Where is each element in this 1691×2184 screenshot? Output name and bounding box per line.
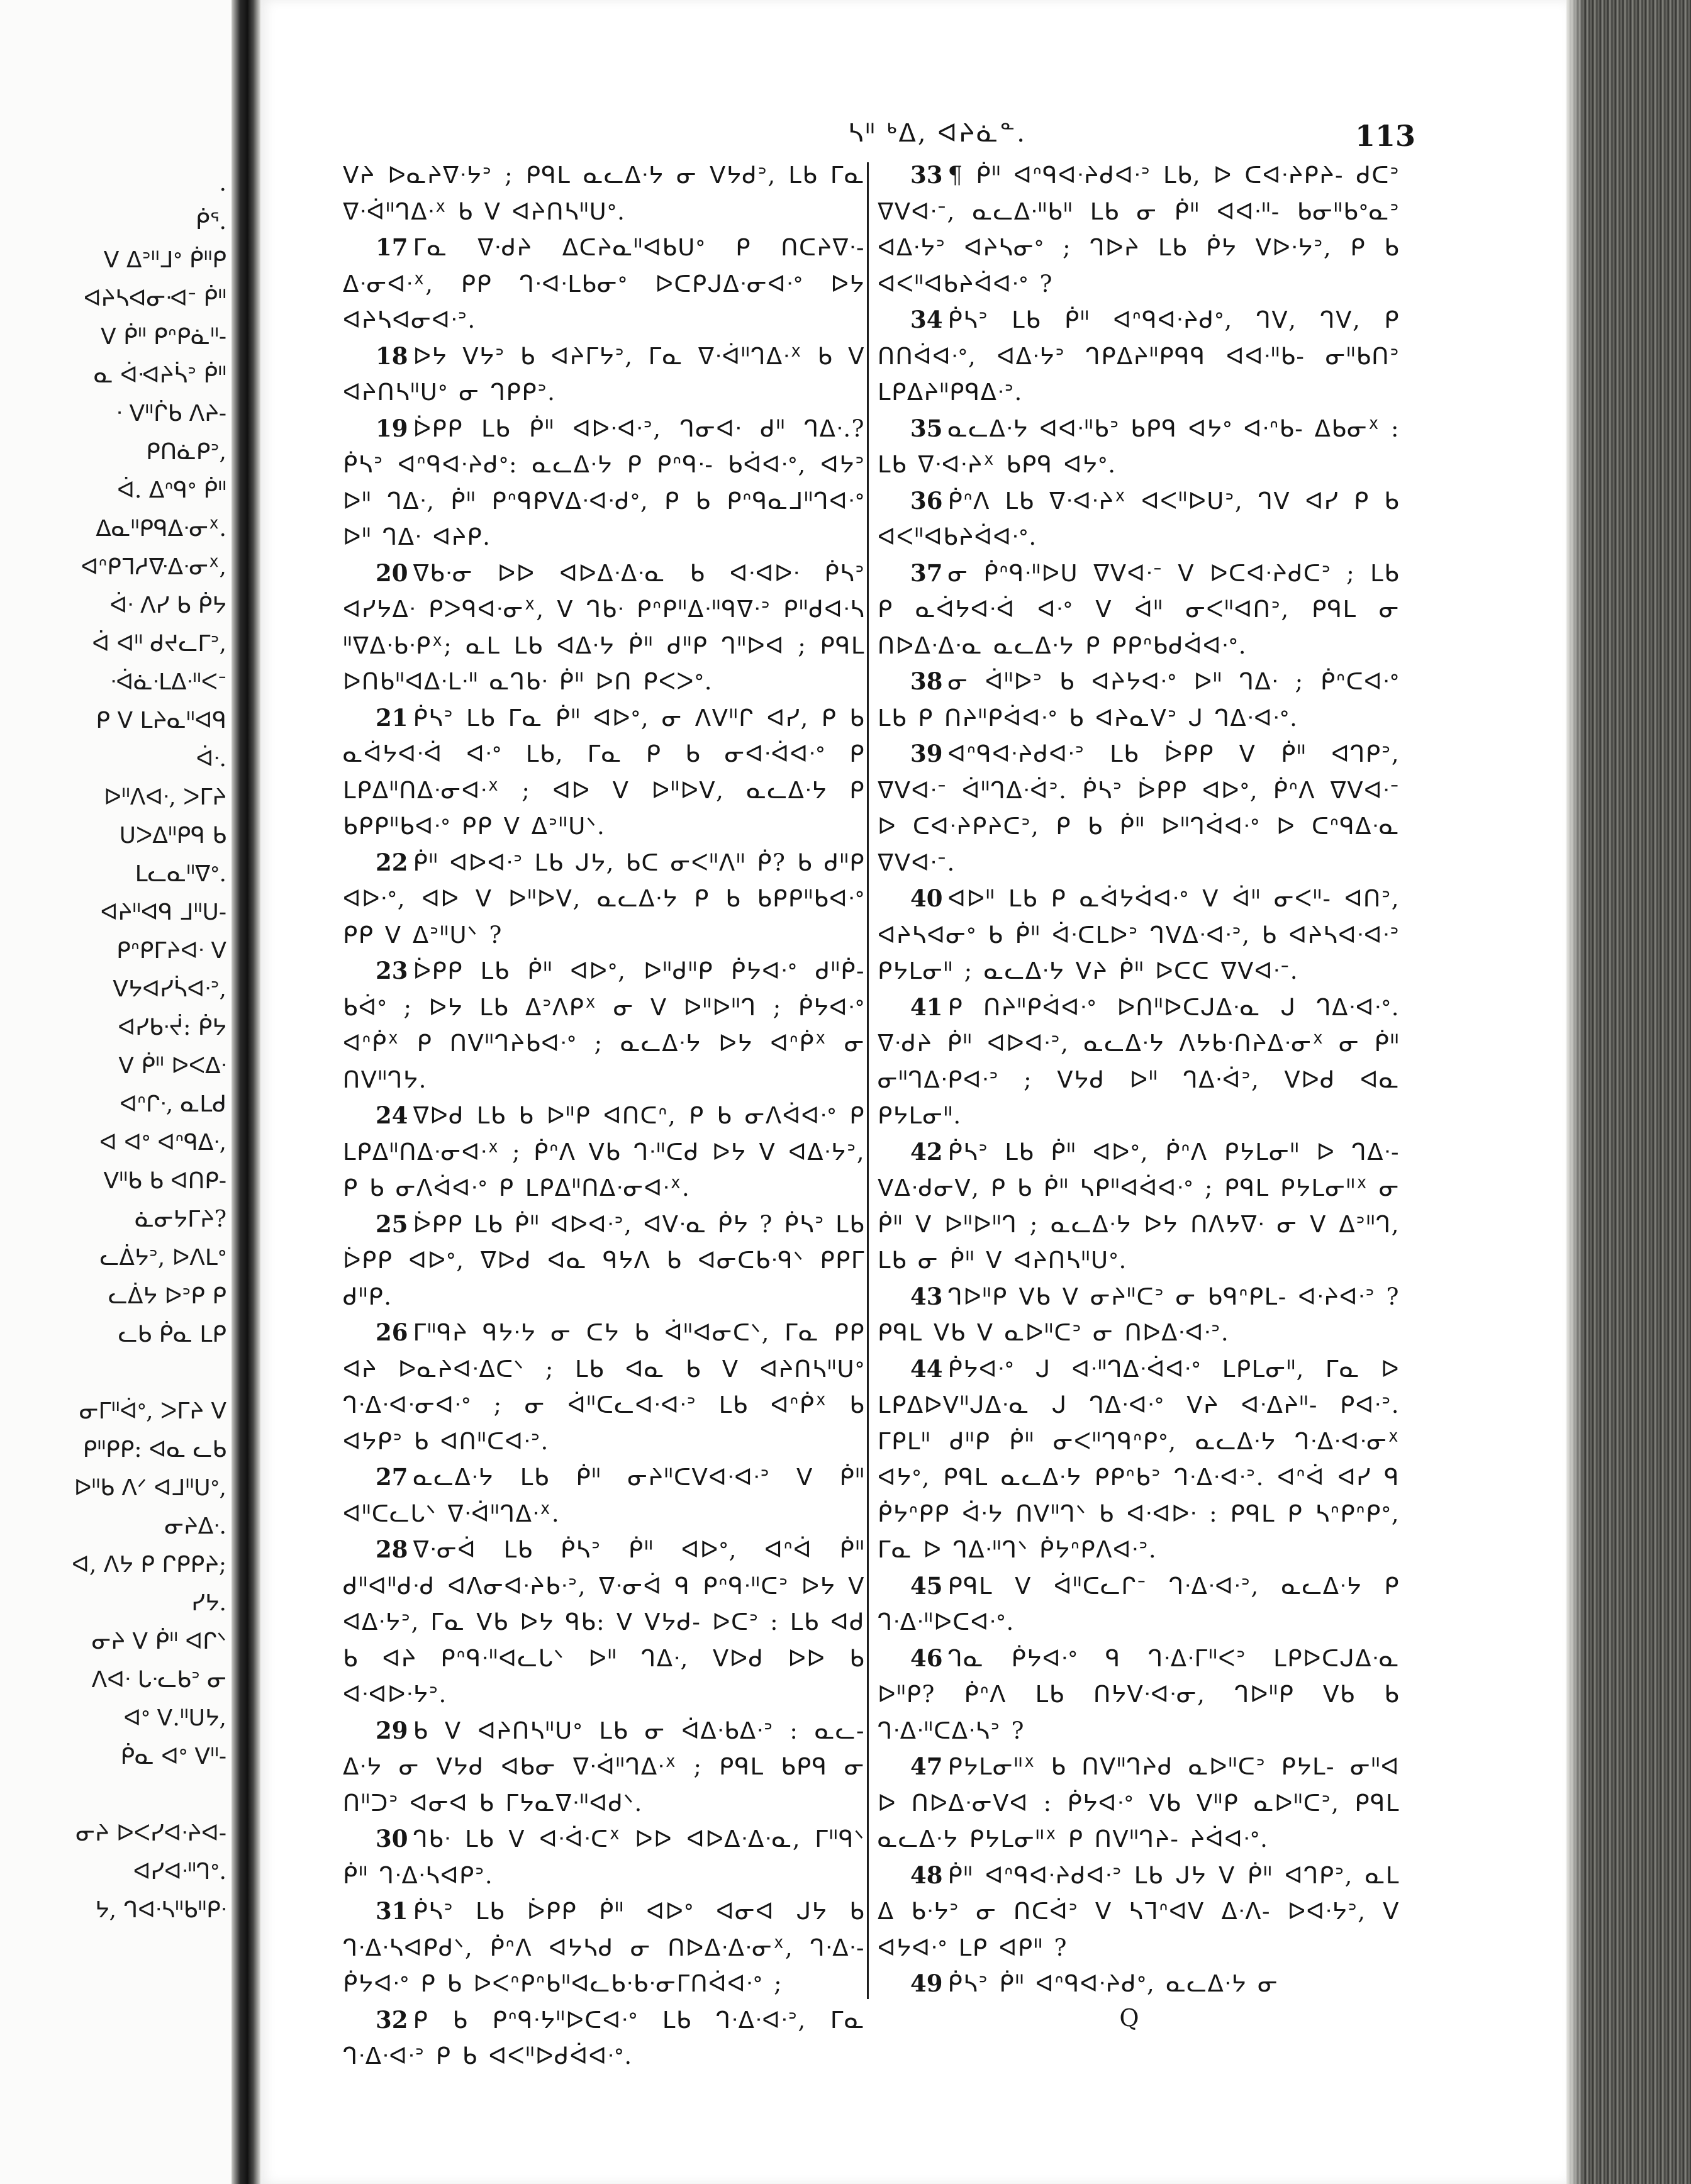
verse: [878, 1568, 1400, 1641]
previous-page-line: ᓚᐄᔭ ᐅᐣᑭ ᑭ: [108, 1283, 226, 1309]
verse: [878, 555, 1400, 664]
verse-text: ᑮᓴᐣ ᒪᑲ ᑮᐦ ᐊᐢᑫᐊᐧᔨᑯᐤ, ᒉᐯ, ᒉᐯ, ᑭ ᑎᑎᐋᐊᐧᐤ, ᐊᐃᐧᔭᐣ ᒉᑭᐃᔨᐦᑭᑫᑫ ᐊᐊᐧᐦᑲ- ᓂᐦᑲᑎᐣ ᒪᑭᐃᔨᐦᑭᑫᐃᐧᐣ.: [878, 306, 1400, 406]
verse-text: ᑮᓴᐣ ᒪᑲ ᐆᑭᑭ ᑮᐦ ᐊᐅᐤ ᐊᓂᐊ ᒍᔭ ᑲ ᒉᐧᐃᐧᓴᐊᑭᑯᐠ, ᑮᐢᐱ ᐊᔭᓴᑯ ᓂ ᑎᐅᐃᐧᐃᐧᓂᕽ, ᒉᐧᐃᐧ- ᑮᔭᐊᐧᐤ ᑭ ᑲ ᐅᐸᐢᑭᐢᑲᐦᐊᓚᑲᐧᑲᐧᓂᒥᑎᐋᐊᐧᐤ ;: [343, 1898, 865, 1997]
verse-number: 25: [376, 1210, 408, 1238]
verse-number: 23: [376, 957, 408, 984]
verse: [343, 2002, 865, 2075]
verse-text: ᐆᑭᑭ ᒪᑲ ᑮᐦ ᐊᐅᐤ, ᐅᐦᑯᐦᑭ ᑮᔭᐊᐧᐤ ᑯᐦᑮ- ᑲᐋᐤ ; ᐅᔭ ᒪᑲ ᐃᐣᐱᑭᕽ ᓂ ᐯ ᐅᐦᐅᐦᒉ ; ᑮᔭᐊᐧᐤ ᐊᐢᑮᕽ ᑭ ᑎᐯᐦᒉᔨᑲᐊᐧᐤ ; ᓇᓚᐃᐧᔭ ᐅᔭ ᐊᐢᑮᕽ ᓂ ᑎᐯᐦᒉᔭ.: [343, 957, 865, 1093]
verse-number: 44: [910, 1354, 943, 1383]
verse-number: 30: [376, 1825, 408, 1852]
verse-text: ᓇᓚᐃᐧᔭ ᒪᑲ ᑮᐦ ᓂᔨᐦᑕᐯᐊᐧᐊᐧᐣ ᐯ ᑮᐦ ᐊᐦᑕᓚᒐᐠ ᐁᐧᐋᐦᒉᐃᐧᕽ.: [343, 1464, 865, 1527]
verse: [878, 1134, 1400, 1279]
verse: [878, 302, 1400, 411]
verse: [878, 1641, 1400, 1749]
verse-number: 36: [910, 486, 943, 515]
verse-text: ᓂ ᑮᐢᑫᐧᐦᐅᑌ ᐁᐯᐊᐧᐨ ᐯ ᐅᑕᐊᐧᔨᑯᑕᐣ ; ᒪᑲ ᑭ ᓇᐋᔭᐊᐧᐋ ᐊᐧᐤ ᐯ ᐋᐦ ᓂᐸᐦᐊᑎᐣ, ᑭᑫᒪ ᓂ ᑎᐅᐃᐧᐃᐧᓇ ᓇᓚᐃᐧᔭ ᑭ ᑭᑭᐢᑲᑯᐋᐊᐧᐤ.: [878, 559, 1400, 659]
verse: [343, 1459, 865, 1532]
verse-text: ᑲ ᐯ ᐊᔨᑎᓴᐦᑌᐤ ᒪᑲ ᓂ ᐋᐃᐧᑲᐃᐧᐣ : ᓇᓚ- ᐃᐧᔭ ᓂ ᐯᔭᑯ ᐊᑲᓂ ᐁᐧᐋᐦᒉᐃᐧᕽ ; ᑭᑫᒪ ᑲᑭᑫ ᓂ ᑎᐦᑐᐣ ᐊᓂᐊ ᑲ ᒥᔭᓇᐁᐧᐦᐊᑯᐠ.: [343, 1717, 865, 1817]
verse-text: ᐯᔨ ᐅᓇᔨᐁᐧᔭᐣ ; ᑭᑫᒪ ᓇᓚᐃᐧᔭ ᓂ ᐯᔭᑯᐣ, ᒪᑲ ᒥᓇ ᐁᐧᐋᐦᒉᐃᐧᕽ ᑲ ᐯ ᐊᔨᑎᓴᐦᑌᐤ.: [343, 162, 865, 225]
verse: [878, 881, 1400, 989]
column-divider: [867, 162, 869, 1999]
verse-number: 35: [910, 414, 943, 442]
verse: [343, 1713, 865, 1822]
verse-text: ᑭᑫᒪ ᐯ ᐋᐦᑕᓚᒋᐨ ᒉᐧᐃᐧᐊᐧᐣ, ᓇᓚᐃᐧᔭ ᑭ ᒉᐧᐃᐧᐦᐅᑕᐊᐧᐤ.: [878, 1572, 1400, 1635]
verse-text: ᐁᐅᑯ ᒪᑲ ᑲ ᐅᐦᑭ ᐊᑎᑕᐢ, ᑭ ᑲ ᓂᐱᐋᐊᐧᐤ ᑭ ᒪᑭᐃᐦᑎᐃᐧᓂᐊᐧᕽ ; ᑮᐢᐱ ᐯᑲ ᒉᐧᐦᑕᑯ ᐅᔭ ᐯ ᐊᐃᐧᔭᐣ, ᑭ ᑲ ᓂᐱᐋᐊᐧᐤ ᑭ ᒪᑭᐃᐦᑎᐃᐧᓂᐊᐧᕽ.: [343, 1102, 865, 1201]
verse: [343, 1893, 865, 2002]
verse-text: ᒉᑲᐧ ᒪᑲ ᐯ ᐊᐧᐋᐧᑕᕽ ᐅᐅ ᐊᐅᐃᐧᐃᐧᓇ, ᒥᐦᑫᐠ ᑮᐦ ᒉᐧᐃᐧᓴᐊᑭᐣ.: [343, 1825, 865, 1889]
verse-text: ᒥᐦᑫᔨ ᑫᔭᐧᔭ ᓂ ᑕᔭ ᑲ ᐋᐦᐊᓂᑕᐠ, ᒥᓇ ᑭᑭ ᐊᔨ ᐅᓇᔨᐊᐧᐃᑕᐠ ; ᒪᑲ ᐊᓇ ᑲ ᐯ ᐊᔨᑎᓴᐦᑌᐤ ᒉᐧᐃᐧᐊᐧᓂᐊᐧᐤ ; ᓂ ᐋᐦᑕᓚᐊᐧᐊᐧᐣ ᒪᑲ ᐊᐢᑮᕽ ᑲ ᐊᔭᑭᐣ ᑲ ᐊᑎᐦᑕᐊᐧᐣ.: [343, 1319, 865, 1455]
verse-number: 31: [376, 1897, 408, 1925]
previous-page-line: ᑮᓇ ᐊᐤ ᐯᐦ-: [120, 1744, 226, 1769]
verse-text: ᐊᐅᐦ ᒪᑲ ᑭ ᓇᐋᔭᐋᐊᐧᐤ ᐯ ᐋᐦ ᓂᐸᐦ- ᐊᑎᐣ, ᐊᔨᓴᐊᓂᐤ ᑲ ᑮᐦ ᐋᐧᑕᒪᐅᐣ ᒉᐯᐃᐧᐊᐧᐣ, ᑲ ᐊᔨᓴᐊᐧᐊᐧᐣ ᑭᔭᒪᓂᐦ ; ᓇᓚᐃᐧᔭ ᐯᔨ ᑮᐦ ᐅᑕᑕ ᐁᐯᐊᐧᐨ.: [878, 885, 1400, 984]
previous-page-line: ᐋ. ᐃᐢᑫᐤ ᑮᐦ: [117, 477, 226, 503]
previous-page-line: ᒪᓚᓇᐦᐁᐤ.: [135, 861, 226, 887]
verse-text: ᐆᑭᑭ ᒪᑲ ᑮᐦ ᐊᐅᐧᐊᐧᐣ, ᒉᓂᐊᐧ ᑯᐦ ᒉᐃᐧ.? ᑮᓴᐣ ᐊᐢᑫᐊᐧᔨᑯᐤ: ᓇᓚᐃᐧᔭ ᑭ ᑭᐢᑫᐧ- ᑲᐋᐊᐧᐤ, ᐊᔭᐣ ᐅᐦ ᒉᐃᐧ, ᑮᐦ ᑭᐢᑫᑭᐯᐃᐧᐊᐧᑯᐤ, ᑭ ᑲ ᑭᐢᑫᓇᒧᐦᒉᐊᐧᐤ ᐅᐦ ᒉᐃᐧ ᐊᔨᑭ.: [343, 415, 865, 550]
previous-page-line: ᑭᐢᑭᒥᔨᐊᐧ ᐯ: [116, 938, 226, 964]
verse-number: 27: [376, 1463, 408, 1491]
previous-page-line: ᐋᐧ ᐱᓯ ᑲ ᑮᔭ: [109, 593, 226, 618]
book-gutter: [232, 0, 260, 2184]
verse: [343, 700, 865, 845]
previous-page-line: .: [219, 170, 226, 196]
previous-page-line: ᐃᓇᐦᑭᑫᐃᐧᓂᕽ.: [96, 516, 226, 542]
verse-number: 29: [376, 1716, 408, 1744]
verse: [343, 157, 865, 230]
verse-number: 28: [376, 1535, 408, 1563]
verse-text: ᑭᔭᒪᓂᐦᕽ ᑲ ᑎᐯᐦᒉᔨᑯ ᓇᐅᐦᑕᐣ ᑭᔭᒪ- ᓂᐦᐊ ᐅ ᑎᐅᐃᐧᓂᐯᐊ : ᑮᔭᐊᐧᐤ ᐯᑲ ᐯᐦᑭ ᓇᐅᐦᑕᐣ, ᑭᑫᒪ ᓇᓚᐃᐧᔭ ᑭᔭᒪᓂᐦᕽ ᑭ ᑎᐯᐦᒉᔨ- ᔨᐋᐊᐧᐤ.: [878, 1753, 1400, 1852]
verse: [878, 411, 1400, 483]
previous-page-line: ᑭ ᐯ ᒪᔨᓇᐦᐊᑫ: [96, 708, 226, 733]
previous-page-line: ᐊᐢᒋᐧ, ᓇᒪᑯ: [120, 1091, 226, 1117]
verse-number: 41: [910, 993, 943, 1021]
verse-number: 39: [910, 740, 943, 767]
previous-page-line: ᐊᓯᐊᐧᐦᒉᐤ.: [133, 1859, 226, 1885]
verse: [878, 1351, 1400, 1568]
previous-page-line: ᐧᐋᓈᐧᒪᐃᐧᐦᐸᐨ: [110, 669, 226, 695]
verse-number: 22: [376, 848, 408, 876]
page-number: 113: [1354, 119, 1415, 153]
previous-page-line: ᐋᐧ.: [196, 746, 226, 772]
previous-page-line: ᑌᐳᐃᐦᑭᑫ ᑲ: [119, 823, 226, 849]
running-head: ᓴᐦ ᒃᐃ, ᐊᔨᓈᓐ.: [848, 119, 1027, 148]
verse-number: 42: [910, 1137, 943, 1166]
right-text-column: [878, 157, 1400, 2013]
previous-page-line: ᐊᔨᓴᐊᓂᐗᐨ ᑮᐦ: [83, 286, 226, 311]
previous-page-line: ᑮᕐ.: [195, 209, 226, 235]
previous-page-line: ᓚᑲ ᑮᓇ ᒪᑭ: [118, 1322, 226, 1347]
previous-page-line: ᐧ ᐯᐦᒌᑲ ᐱᔨ-: [116, 401, 226, 426]
verse-number: 40: [910, 884, 943, 912]
verse-text: ᑭ ᑲ ᑭᐢᑫᐧᔭᐦᐅᑕᐊᐧᐤ ᒪᑲ ᒉᐧᐃᐧᐊᐧᐣ, ᒥᓇ ᒉᐧᐃᐧᐊᐧᐣ ᑭ ᑲ ᐊᐸᐦᐅᑯᐋᐊᐧᐤ.: [343, 2006, 865, 2070]
verse-text: ¶ ᑮᐦ ᐊᐢᑫᐊᐧᔨᑯᐊᐧᐣ ᒪᑲ, ᐅ ᑕᐊᐧᔨᑭᔨ- ᑯᑕᐣ ᐁᐯᐊᐧᐨ, ᓇᓚᐃᐧᐦᑲᐦ ᒪᑲ ᓂ ᑮᐦ ᐊᐊᐧᐦ- ᑲᓂᐦᑲᐤᓇᐣ ᐊᐃᐧᔭᐣ ᐊᔨᓴᓂᐤ ; ᒉᐅᔨ ᒪᑲ ᑮᔭ ᐯᐅᐧᔭᐣ, ᑭ ᑲ ᐊᐸᐦᐊᑲᔨᐋᐊᐧᐤ ?: [878, 162, 1400, 298]
verse: [878, 1966, 1400, 2002]
verse: [878, 483, 1400, 555]
previous-page-line: [0, 1354, 226, 1392]
previous-page-line: ᐊᐤ ᐯ.ᐦᑌᔭ,: [123, 1705, 226, 1731]
previous-page-line: ᐊ, ᐱᔭ ᑭ ᒋᑭᑭᔨ;: [72, 1552, 226, 1578]
verse-text: ᐅᔭ ᐯᔭᐣ ᑲ ᐊᔨᒥᔭᐣ, ᒥᓇ ᐁᐧᐋᐦᒉᐃᐧᕽ ᑲ ᐯ ᐊᔨᑎᓴᐦᑌᐤ ᓂ ᒉᑭᑭᐣ.: [343, 342, 865, 406]
verse-number: 20: [376, 559, 408, 587]
previous-page-line: [0, 1776, 226, 1814]
previous-page-line: ᑭᑎᓈᑭᐣ,: [146, 439, 226, 465]
verse-text: ᑮᓴᐣ ᒪᑲ ᒥᓇ ᑮᐦ ᐊᐅᐤ, ᓂ ᐱᐯᐦᒋ ᐊᓯ, ᑭ ᑲ ᓇᐋᔭᐊᐧᐋ ᐊᐧᐤ ᒪᑲ, ᒥᓇ ᑭ ᑲ ᓂᐊᐧᐋᐊᐧᐤ ᑭ ᒪᑭᐃᐦᑎᐃᐧᓂᐊᐧᕽ ; ᐊᐅ ᐯ ᐅᐦᐅᐯ, ᓇᓚᐃᐧᔭ ᑭ ᑲᑭᑭᐦᑲᐊᐧᐤ ᑭᑭ ᐯ ᐃᐣᐦᑌᐠ.: [343, 704, 865, 840]
verse-text: ᑮᐢᐱ ᒪᑲ ᐁᐧᐊᐧᔨᕽ ᐊᐸᐦᐅᑌᐣ, ᒉᐯ ᐊᓯ ᑭ ᑲ ᐊᐸᐦᐊᑲᔨᐋᐊᐧᐤ.: [878, 487, 1400, 550]
previous-page-line: ᐊ ᐊᐤ ᐊᐢᑫᐃᐧ,: [99, 1130, 226, 1156]
previous-page-line: ᐊᐢᑭᒣᓱᐍᐃᐧᓂᕽ,: [81, 554, 226, 580]
verse: [878, 1749, 1400, 1858]
verse: [878, 989, 1400, 1134]
verse: [878, 1279, 1400, 1351]
verse-text: ᒉᐅᐦᑭ ᐯᑲ ᐯ ᓂᔨᐦᑕᐣ ᓂ ᑲᑫᐢᑭᒪ- ᐊᐧᔨᐊᐧᐣ ? ᑭᑫᒪ ᐯᑲ ᐯ ᓇᐅᐦᑕᐣ ᓂ ᑎᐅᐃᐧᐊᐧᐣ.: [878, 1283, 1400, 1346]
verse: [343, 230, 865, 338]
verse-number: 37: [910, 559, 943, 587]
verse-number: 18: [376, 342, 408, 370]
verse-text: ᓇᓚᐃᐧᔭ ᐊᐊᐧᐦᑲᐣ ᑲᑭᑫ ᐊᔭᐤ ᐊᐧᐢᑲ- ᐃᑲᓂᕽ : ᒪᑲ ᐁᐧᐊᐧᔨᕽ ᑲᑭᑫ ᐊᔭᐤ.: [878, 415, 1400, 478]
verse-text: ᐁᐧᓂᐋ ᒪᑲ ᑮᓴᐣ ᑮᐦ ᐊᐅᐤ, ᐊᐢᐋ ᑮᐦ ᑯᐦᐊᐦᑯᐧᑯ ᐊᐱᓂᐊᐧᔨᑲᐧᐣ, ᐁᐧᓂᐋ ᑫ ᑭᐢᑫᐧᐦᑕᐣ ᐅᔭ ᐯ ᐊᐃᐧᔭᐣ, ᒥᓇ ᐯᑲ ᐅᔭ ᑫᑲ: ᐯ ᐯᔭᑯ- ᐅᑕᐣ : ᒪᑲ ᐊᑯ ᑲ ᐊᔨ ᑭᐢᑫᐧᐦᐊᓚᒐᐠ ᐅᐦ ᒉᐃᐧ, ᐯᐅᑯ ᐅᐅ ᑲ ᐊᐧᐊᐅᐧᔭᐣ.: [343, 1536, 865, 1708]
previous-page-line: ᓇ ᐋᐗᔨᓵᐣ ᑮᐦ: [94, 362, 226, 388]
verse: [343, 845, 865, 954]
previous-page-line: ᓂᒥᐦᐋᐤ, ᐳᒥᔨ ᐯ: [79, 1398, 226, 1424]
verse: [878, 1858, 1400, 1966]
previous-page-line: ᓈᓂᔭᒥᔨ?: [135, 1206, 226, 1232]
verse-number: 26: [376, 1318, 408, 1346]
verse: [343, 953, 865, 1098]
verse-number: 19: [376, 414, 408, 442]
previous-page-line: ᐯᐦᑲ ᑲ ᐊᑎᑭ-: [103, 1168, 226, 1194]
previous-page-line: ᔭ, ᒉᐊᐧᓴᐦᑲᐦᑭᐧ: [95, 1897, 226, 1923]
verse-text: ᑮᓴᐣ ᑮᐦ ᐊᐢᑫᐊᐧᔨᑯᐤ, ᓇᓚᐃᐧᔭ ᓂ: [947, 1970, 1279, 1997]
verse-text: ᐊᐢᑫᐊᐧᔨᑯᐊᐧᐣ ᒪᑲ ᐆᑭᑭ ᐯ ᑮᐦ ᐊᒉᑭᐣ, ᐁᐯᐊᐧᐨ ᐋᐦᒉᐃᐧᐋᐣ. ᑮᓴᐣ ᐆᑭᑭ ᐊᐅᐤ, ᑮᐢᐱ ᐁᐯᐊᐧᐨ ᐅ ᑕᐊᐧᔨᑭᔨᑕᐣ, ᑭ ᑲ ᑮᐦ ᐅᐦᒉᐋᐊᐧᐤ ᐅ ᑕᐢᑫᐃᐧᓇ ᐁᐯᐊᐧᐨ.: [878, 740, 1400, 876]
verse: [343, 411, 865, 555]
previous-page-line: ᐯ ᐃᐣᐦᒧᐤ ᑮᐦᑭ: [103, 247, 226, 273]
previous-page-line: ᑭᐦᑭᑭ: ᐊᓇ ᓚᑲ: [82, 1437, 226, 1462]
verse-number: 46: [910, 1644, 943, 1672]
verse: [343, 1821, 865, 1893]
verse-text: ᐆᑭᑭ ᒪᑲ ᑮᐦ ᐊᐅᐊᐧᐣ, ᐊᐯᐧᓇ ᑮᔭ ? ᑮᓴᐣ ᒪᑲ ᐆᑭᑭ ᐊᐅᐤ, ᐁᐅᑯ ᐊᓇ ᑫᔭᐱ ᑲ ᐊᓂᑕᑲᐧᑫᐠ ᑭᑭᒥ ᑯᐦᑭ.: [343, 1210, 865, 1310]
verse-text: ᒥᓇ ᐁᐧᑯᔨ ᐃᑕᔨᓇᐦᐊᑲᑌᐤ ᑭ ᑎᑕᔨᐁᐧ- ᐃᐧᓂᐊᐧᕽ, ᑭᑭ ᒉᐧᐊᐧᒪᑲᓂᐤ ᐅᑕᑭᒍᐃᐧᓂᐊᐧᐤ ᐅᔭ ᐊᔨᓴᐊᓂᐊᐧᐣ.: [343, 234, 865, 333]
previous-page-line: ᐊᓯᑲᐧᔫ: ᑮᔭ: [118, 1015, 226, 1040]
verse-number: 24: [376, 1101, 408, 1129]
verse-text: ᒉᓇ ᑮᔭᐊᐧᐤ ᑫ ᒉᐧᐃᐧᒥᐦᐸᐣ ᒪᑭᐅᑕᒍᐃᐧᓇ ᐅᐦᑭ? ᑮᐢᐱ ᒪᑲ ᑎᔭᐯᐧᐊᐧᓂ, ᒉᐅᐦᑭ ᐯᑲ ᑲ ᒉᐧᐃᐧᐦᑕᐃᐧᓴᐣ ?: [878, 1644, 1400, 1744]
verse-number: 49: [910, 1970, 943, 1997]
previous-page-line: ᐅᐦᑲ ᐱᐟ ᐊᒧᐦᑌᐤ,: [74, 1475, 226, 1501]
previous-page-line: ᐯ ᑮᐦ ᑭᐢᑭᓈᐦ-: [101, 324, 226, 350]
previous-page-line: ᐊᔨᐦᐊᑫ ᒧᐦᑌ-: [100, 900, 226, 925]
verse-text: ᑮᓴᐣ ᒪᑲ ᑮᐦ ᐊᐅᐤ, ᑮᐢᐱ ᑭᔭᒪᓂᐦ ᐅ ᒉᐃᐧ- ᐯᐃᐧᑯᓂᐯ, ᑭ ᑲ ᑮᐦ ᓴᑭᐦᐊᐋᐊᐧᐤ ; ᑭᑫᒪ ᑭᔭᒪᓂᐦᕽ ᓂ ᑮᐦ ᐯ ᐅᐦᐅᐦᒉ ; ᓇᓚᐃᐧᔭ ᐅᔭ ᑎᐱᔭᐁᐧ ᓂ ᐯ ᐃᐣᐦᒉ, ᒪᑲ ᓂ ᑮᐦ ᐯ ᐊᔨᑎᓴᐦᑌᐤ.: [878, 1138, 1400, 1274]
signature-mark: Q: [1119, 2004, 1139, 2032]
verse: [343, 1206, 865, 1315]
verse-text: ᑭ ᑎᔨᐦᑭᐋᐊᐧᐤ ᐅᑎᐦᐅᑕᒍᐃᐧᓇ ᒍ ᒉᐃᐧᐊᐧᐤ. ᐁᐧᑯᔨ ᑮᐦ ᐊᐅᐊᐧᐣ, ᓇᓚᐃᐧᔭ ᐱᔭᑲᐧᑎᔨᐃᐧᓂᕽ ᓂ ᑮᐦ ᓂᐦᒉᐃᐧᑭᐊᐧᐣ ; ᐯᔭᑯ ᐅᐦ ᒉᐃᐧᐋᐣ, ᐯᐅᑯ ᐊᓇ ᑭᔭᒪᓂᐦ.: [878, 993, 1400, 1129]
previous-page-fragment: [0, 0, 233, 2184]
verse-text: ᓂ ᐋᐦᐅᐣ ᑲ ᐊᔨᔭᐊᐧᐤ ᐅᐦ ᒉᐃᐧ ; ᑮᐢᑕᐊᐧᐤ ᒪᑲ ᑭ ᑎᔨᐦᑭᐋᐊᐧᐤ ᑲ ᐊᔨᓇᐯᐣ ᒍ ᒉᐃᐧᐊᐧᐤ.: [878, 668, 1400, 732]
verse-text: ᐁᑲᐧᓂ ᐅᐅ ᐊᐅᐃᐧᐃᐧᓇ ᑲ ᐊᐧᐊᐅᐧ ᑮᓴᐣ ᐊᓯᔭᐃᐧ ᑭᐳᑫᐊᐧᓂᕽ, ᐯ ᒉᑲᐧ ᑭᐢᑭᐦᐃᐧᐦᑫᐁᐧᐣ ᑭᐦᑯᐊᐧᓴ ᐦᐁᐃᐧᑲᐧᑭᕽ; ᓇᒪ ᒪᑲ ᐊᐃᐧᔭ ᑮᐦ ᑯᐦᑭ ᒉᐦᐅᐊ ; ᑭᑫᒪ ᐅᑎᑲᐦᐊᐃᐧᒪᐧᐦ ᓇᒉᑲᐧ ᑮᐦ ᐅᑎ ᑭᐸᐳᐤ.: [343, 559, 865, 695]
verse: [343, 555, 865, 700]
verse-number: 33: [910, 161, 943, 189]
previous-page-line: ᐅᐦᐱᐊᐧ, ᐳᒥᔨ: [104, 784, 226, 810]
previous-page-line: ᓂᔨ ᐯ ᑮᐦ ᐊᒋᐠ: [91, 1629, 226, 1654]
previous-page-line: ᓂᔨ ᐅᐸᓯᐊᐧᔨᐊ-: [75, 1820, 226, 1846]
verse: [343, 338, 865, 411]
previous-page-line: ᓂᔨᐃᐧ.: [164, 1513, 226, 1539]
previous-page-line: ᓯᔭ.: [191, 1590, 226, 1616]
verse: [878, 736, 1400, 881]
verse: [878, 664, 1400, 736]
verse-text: ᑮᐦ ᐊᐅᐊᐧᐣ ᒪᑲ ᒍᔭ, ᑲᑕ ᓂᐸᐦᐱᐦ ᑮ? ᑲ ᑯᐦᑭ ᐊᐅᐧᐤ, ᐊᐅ ᐯ ᐅᐦᐅᐯ, ᓇᓚᐃᐧᔭ ᑭ ᑲ ᑲᑭᑭᐦᑲᐊᐧᐤ ᑭᑭ ᐯ ᐃᐣᐦᑌᐠ ?: [343, 849, 865, 949]
verse-number: 17: [376, 233, 408, 261]
verse-number: 38: [910, 667, 943, 695]
previous-page-line: ᐋ ᐊᐦ ᑯᔪᓚᒥᐣ,: [92, 631, 226, 657]
previous-page-line: ᐯᔭᐊᓯᓵᐊᐧᐣ,: [113, 976, 226, 1002]
previous-page-line: ᓚᐄᔭᐣ, ᐅᐱᒪᐤ: [99, 1245, 226, 1271]
verse: [878, 157, 1400, 302]
verse-text: ᑮᔭᐊᐧᐤ ᒍ ᐊᐧᐦᒉᐃᐧᐋᐊᐧᐤ ᒪᑭᒪᓂᐦ, ᒥᓇ ᐅ ᒪᑭᐃᐅᐯᐦᒍᐃᐧᓇ ᒍ ᒉᐃᐧᐊᐧᐤ ᐯᔨ ᐊᐧᐃᔨᐦ- ᑭᐊᐧᐣ. ᒥᑭᒪᐦ ᑯᐦᑭ ᑮᐦ ᓂᐸᐦᒉᑫᐢᑭᐤ, ᓇᓚᐃᐧᔭ ᒉᐧᐃᐧᐊᐧᓂᕽ ᐊᔭᐤ, ᑭᑫᒪ ᓇᓚᐃᐧᔭ ᑭᑭᐢᑲᐣ ᒉᐧᐃᐧᐊᐧᐣ. ᐊᐢᐋ ᐊᓯ ᑫ ᑮᔭᐢᑭᑭ ᐋᐧᔭ ᑎᐯᐦᒉᐠ ᑲ ᐊᐧᐊᐅᐧ : ᑭᑫᒪ ᑭ ᓴᐢᑭᐢᑭᐤ, ᒥᓇ ᐅ ᒉᐃᐧᐦᒉᐠ ᑮᔭᐢᑭᐱᐊᐧᐣ.: [878, 1355, 1400, 1563]
verse-number: 21: [376, 703, 408, 732]
verse-number: 43: [910, 1282, 943, 1310]
verse: [343, 1315, 865, 1459]
verse: [343, 1532, 865, 1713]
left-text-column: [343, 157, 865, 2070]
previous-page-line: ᐯ ᑮᐦ ᐅᐸᐃᐧ: [118, 1053, 226, 1079]
page-edges: [1566, 0, 1691, 2184]
verse-text: ᑮᐦ ᐊᐢᑫᐊᐧᔨᑯᐊᐧᐣ ᒪᑲ ᒍᔭ ᐯ ᑮᐦ ᐊᒉᑭᐣ, ᓇᒪ ᐃ ᑲᐧᔭᐣ ᓂ ᑎᑕᐋᐣ ᐯ ᓴᒣᐢᐊᐯ ᐃᐧᐱ- ᐅᐊᐧᔭᐣ, ᐯ ᐊᔭᐊᐧᐤ ᒪᑭ ᐊᑭᐦ ?: [878, 1861, 1400, 1961]
previous-page-line: ᐱᐊᐧ ᒐᐧᓚᑲᐣ ᓂ: [91, 1667, 226, 1693]
verse-number: 45: [910, 1571, 943, 1600]
verse: [343, 1098, 865, 1206]
verse-number: 48: [910, 1861, 943, 1889]
verse-number: 47: [910, 1752, 943, 1780]
verse-number: 32: [376, 2005, 408, 2034]
verse-number: 34: [910, 306, 943, 333]
